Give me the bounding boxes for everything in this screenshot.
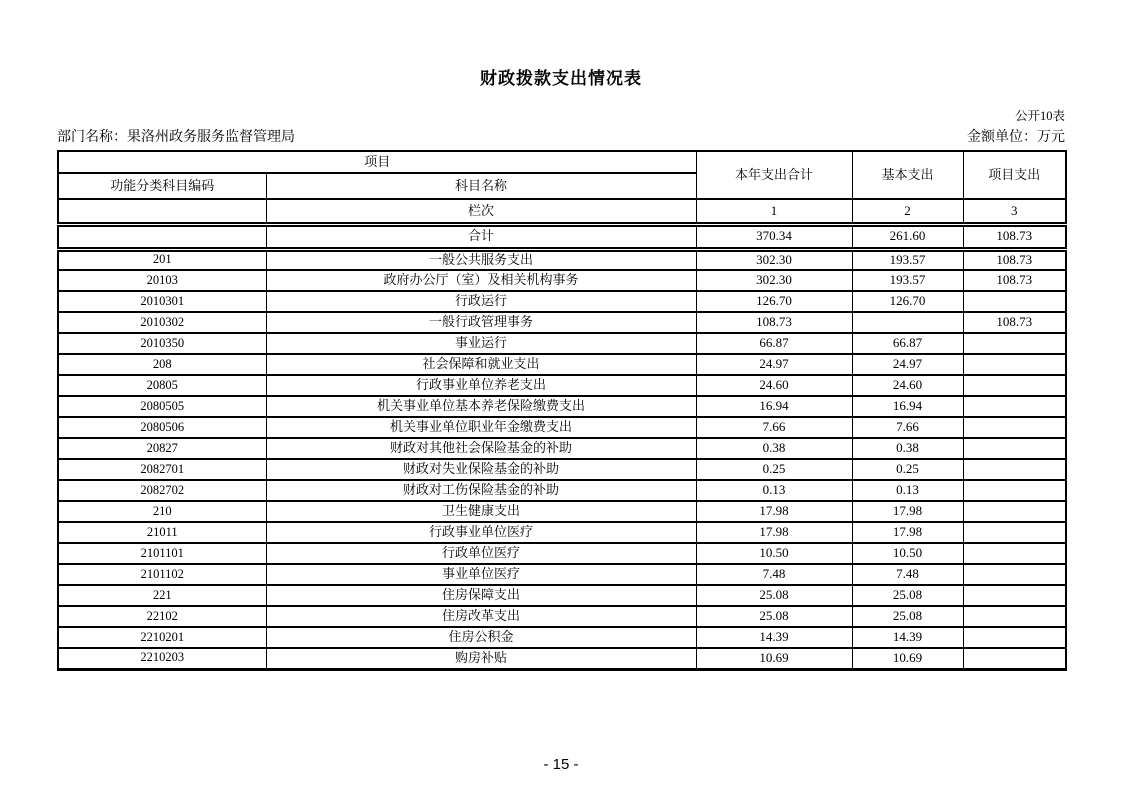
header-col-total: 本年支出合计	[696, 151, 852, 199]
table-row	[58, 354, 1066, 375]
header-col-project: 项目支出	[963, 151, 1066, 199]
cell-name: 一般公共服务支出	[266, 249, 696, 270]
cell-code: 20805	[58, 375, 266, 396]
cell-basic: 126.70	[852, 291, 963, 312]
cell-basic: 0.25	[852, 459, 963, 480]
column-index-2: 2	[852, 199, 963, 224]
cell-project	[963, 396, 1066, 417]
cell-total: 302.30	[696, 249, 852, 270]
cell-name: 机关事业单位职业年金缴费支出	[266, 417, 696, 438]
cell-name: 购房补贴	[266, 648, 696, 669]
cell-name: 事业运行	[266, 333, 696, 354]
total-amount: 370.34	[696, 224, 852, 249]
cell-name: 住房公积金	[266, 627, 696, 648]
cell-total: 126.70	[696, 291, 852, 312]
amount-unit: 金额单位：万元	[967, 130, 1065, 145]
cell-name: 卫生健康支出	[266, 501, 696, 522]
cell-basic: 7.66	[852, 417, 963, 438]
cell-code: 2082702	[58, 480, 266, 501]
cell-code: 2010301	[58, 291, 266, 312]
cell-code: 20827	[58, 438, 266, 459]
table-note: 公开10表	[1014, 109, 1065, 123]
cell-project	[963, 459, 1066, 480]
cell-total: 0.38	[696, 438, 852, 459]
cell-code: 2080506	[58, 417, 266, 438]
cell-project	[963, 333, 1066, 354]
cell-code: 208	[58, 354, 266, 375]
expenditure-table	[57, 150, 1067, 671]
cell-code: 22102	[58, 606, 266, 627]
total-row	[58, 224, 1066, 249]
cell-name: 机关事业单位基本养老保险缴费支出	[266, 396, 696, 417]
table-row	[58, 522, 1066, 543]
cell-project	[963, 375, 1066, 396]
cell-total: 16.94	[696, 396, 852, 417]
cell-project	[963, 648, 1066, 669]
cell-basic: 25.08	[852, 606, 963, 627]
table-row	[58, 375, 1066, 396]
table-body	[58, 249, 1066, 669]
table-row	[58, 270, 1066, 291]
cell-total: 7.48	[696, 564, 852, 585]
table-row	[58, 585, 1066, 606]
cell-name: 财政对失业保险基金的补助	[266, 459, 696, 480]
cell-project	[963, 417, 1066, 438]
cell-total: 7.66	[696, 417, 852, 438]
total-label: 合计	[266, 224, 696, 249]
column-index-3: 3	[963, 199, 1066, 224]
cell-basic	[852, 312, 963, 333]
cell-project	[963, 480, 1066, 501]
cell-code: 2101101	[58, 543, 266, 564]
cell-project: 108.73	[963, 249, 1066, 270]
cell-code: 2210203	[58, 648, 266, 669]
cell-basic: 24.97	[852, 354, 963, 375]
cell-code: 2080505	[58, 396, 266, 417]
cell-total: 108.73	[696, 312, 852, 333]
cell-code: 21011	[58, 522, 266, 543]
table-row	[58, 291, 1066, 312]
header-col-basic: 基本支出	[852, 151, 963, 199]
table-row	[58, 438, 1066, 459]
meta-row	[57, 129, 1065, 147]
cell-name: 行政单位医疗	[266, 543, 696, 564]
cell-project	[963, 291, 1066, 312]
cell-project	[963, 564, 1066, 585]
department-name: 部门名称：果洛州政务服务监督管理局	[57, 130, 295, 145]
cell-total: 66.87	[696, 333, 852, 354]
column-index-label: 栏次	[266, 199, 696, 224]
cell-total: 302.30	[696, 270, 852, 291]
cell-name: 事业单位医疗	[266, 564, 696, 585]
table-row	[58, 543, 1066, 564]
cell-code: 2101102	[58, 564, 266, 585]
cell-name: 一般行政管理事务	[266, 312, 696, 333]
cell-basic: 16.94	[852, 396, 963, 417]
header-col-name: 科目名称	[266, 173, 696, 199]
table-row	[58, 606, 1066, 627]
total-project: 108.73	[963, 224, 1066, 249]
cell-project	[963, 522, 1066, 543]
cell-basic: 66.87	[852, 333, 963, 354]
total-basic: 261.60	[852, 224, 963, 249]
table-row	[58, 417, 1066, 438]
cell-name: 社会保障和就业支出	[266, 354, 696, 375]
cell-project: 108.73	[963, 270, 1066, 291]
cell-project	[963, 606, 1066, 627]
header-project-group: 项目	[58, 151, 696, 173]
cell-basic: 24.60	[852, 375, 963, 396]
cell-basic: 17.98	[852, 522, 963, 543]
header-row-1	[58, 151, 1066, 173]
table-row	[58, 459, 1066, 480]
cell-basic: 25.08	[852, 585, 963, 606]
table-row	[58, 312, 1066, 333]
cell-total: 10.69	[696, 648, 852, 669]
cell-name: 行政运行	[266, 291, 696, 312]
cell-basic: 10.69	[852, 648, 963, 669]
cell-name: 住房改革支出	[266, 606, 696, 627]
cell-name: 政府办公厅（室）及相关机构事务	[266, 270, 696, 291]
cell-project	[963, 585, 1066, 606]
cell-code: 221	[58, 585, 266, 606]
cell-project	[963, 438, 1066, 459]
table-row	[58, 249, 1066, 270]
cell-name: 行政事业单位养老支出	[266, 375, 696, 396]
cell-basic: 17.98	[852, 501, 963, 522]
cell-total: 14.39	[696, 627, 852, 648]
cell-project: 108.73	[963, 312, 1066, 333]
cell-project	[963, 627, 1066, 648]
cell-basic: 193.57	[852, 249, 963, 270]
cell-project	[963, 354, 1066, 375]
table-row	[58, 333, 1066, 354]
page-number: - 15 -	[543, 756, 579, 773]
cell-basic: 0.13	[852, 480, 963, 501]
cell-code: 2010350	[58, 333, 266, 354]
cell-total: 10.50	[696, 543, 852, 564]
cell-name: 住房保障支出	[266, 585, 696, 606]
table-row	[58, 396, 1066, 417]
cell-basic: 7.48	[852, 564, 963, 585]
cell-name: 财政对其他社会保险基金的补助	[266, 438, 696, 459]
cell-total: 24.97	[696, 354, 852, 375]
cell-basic: 14.39	[852, 627, 963, 648]
header-col-code: 功能分类科目编码	[58, 173, 266, 199]
cell-code: 20103	[58, 270, 266, 291]
cell-code: 2082701	[58, 459, 266, 480]
cell-total: 17.98	[696, 522, 852, 543]
cell-empty	[58, 224, 266, 249]
table-header	[58, 151, 1066, 249]
page-title: 财政拨款支出情况表	[480, 69, 642, 88]
cell-code: 2010302	[58, 312, 266, 333]
cell-name: 财政对工伤保险基金的补助	[266, 480, 696, 501]
cell-code: 210	[58, 501, 266, 522]
column-index-1: 1	[696, 199, 852, 224]
cell-total: 24.60	[696, 375, 852, 396]
cell-total: 17.98	[696, 501, 852, 522]
cell-basic: 10.50	[852, 543, 963, 564]
table-row	[58, 501, 1066, 522]
cell-total: 25.08	[696, 606, 852, 627]
column-index-row	[58, 199, 1066, 224]
cell-total: 0.25	[696, 459, 852, 480]
cell-basic: 193.57	[852, 270, 963, 291]
cell-project	[963, 501, 1066, 522]
table-row	[58, 627, 1066, 648]
cell-empty	[58, 199, 266, 224]
table-row	[58, 648, 1066, 669]
cell-code: 201	[58, 249, 266, 270]
cell-project	[963, 543, 1066, 564]
cell-total: 0.13	[696, 480, 852, 501]
cell-basic: 0.38	[852, 438, 963, 459]
table-row	[58, 564, 1066, 585]
cell-total: 25.08	[696, 585, 852, 606]
cell-code: 2210201	[58, 627, 266, 648]
table-row	[58, 480, 1066, 501]
cell-name: 行政事业单位医疗	[266, 522, 696, 543]
